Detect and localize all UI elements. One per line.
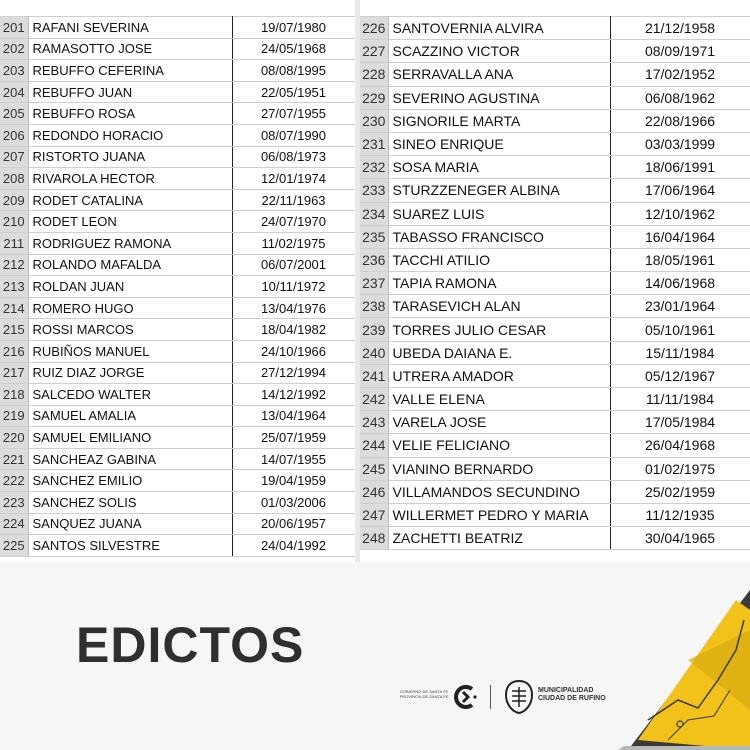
row-date: 23/01/1964 — [610, 295, 750, 318]
row-number: 244 — [360, 434, 388, 457]
row-date: 10/11/1972 — [232, 276, 355, 298]
row-name: SEVERINO AGUSTINA — [388, 86, 610, 109]
row-name: SCAZZINO VICTOR — [388, 40, 610, 63]
row-number: 221 — [0, 448, 28, 470]
row-number: 215 — [0, 319, 28, 341]
row-name: ZACHETTI BEATRIZ — [388, 527, 610, 550]
table-row — [0, 319, 355, 341]
row-name: VELIE FELICIANO — [388, 434, 610, 457]
row-date: 08/08/1995 — [232, 60, 355, 82]
row-date: 24/04/1992 — [232, 535, 355, 557]
row-number: 237 — [360, 272, 388, 295]
row-date: 22/08/1966 — [610, 109, 750, 132]
row-name: SERRAVALLA ANA — [388, 63, 610, 86]
row-number: 210 — [0, 211, 28, 233]
row-date: 17/02/1952 — [610, 63, 750, 86]
row-number: 223 — [0, 492, 28, 514]
row-number: 206 — [0, 124, 28, 146]
row-date: 08/07/1990 — [232, 124, 355, 146]
row-name: REBUFFO JUAN — [28, 81, 232, 103]
row-date: 15/11/1984 — [610, 341, 750, 364]
row-number: 214 — [0, 297, 28, 319]
row-name: SANCHEAZ GABINA — [28, 448, 232, 470]
row-name: VALLE ELENA — [388, 388, 610, 411]
row-name: RAMASOTTO JOSE — [28, 38, 232, 60]
row-number: 202 — [0, 38, 28, 60]
table-row — [0, 340, 355, 362]
row-number: 239 — [360, 318, 388, 341]
row-number: 218 — [0, 384, 28, 406]
row-date: 11/11/1984 — [610, 388, 750, 411]
row-number: 236 — [360, 248, 388, 271]
row-date: 27/07/1955 — [232, 103, 355, 125]
row-number: 208 — [0, 168, 28, 190]
row-number: 232 — [360, 156, 388, 179]
row-number: 226 — [360, 17, 388, 40]
table-row — [0, 535, 355, 557]
table-row — [360, 202, 750, 225]
left-edicts-table — [0, 16, 356, 557]
logos-bar — [398, 675, 628, 721]
table-row — [360, 17, 750, 40]
row-date: 18/05/1961 — [610, 248, 750, 271]
row-name: TORRES JULIO CESAR — [388, 318, 610, 341]
row-date: 05/10/1961 — [610, 318, 750, 341]
row-name: SANTOS SILVESTRE — [28, 535, 232, 557]
table-row — [0, 427, 355, 449]
table-row — [360, 434, 750, 457]
table-row — [0, 168, 355, 190]
row-date: 30/04/1965 — [610, 527, 750, 550]
row-date: 24/07/1970 — [232, 211, 355, 233]
row-name: SUAREZ LUIS — [388, 202, 610, 225]
row-date: 12/10/1962 — [610, 202, 750, 225]
row-name: ROMERO HUGO — [28, 297, 232, 319]
municipality-crest-icon — [504, 679, 534, 715]
table-row — [360, 295, 750, 318]
decorative-corner-graphic — [618, 590, 750, 750]
table-row — [0, 211, 355, 233]
row-number: 240 — [360, 341, 388, 364]
table-row — [360, 156, 750, 179]
row-date: 11/02/1975 — [232, 232, 355, 254]
row-name: REBUFFO CEFERINA — [28, 60, 232, 82]
table-row — [0, 103, 355, 125]
row-name: SANCHEZ EMILIO — [28, 470, 232, 492]
row-name: TARASEVICH ALAN — [388, 295, 610, 318]
table-row — [0, 492, 355, 514]
row-number: 245 — [360, 457, 388, 480]
table-row — [360, 503, 750, 526]
row-number: 242 — [360, 388, 388, 411]
row-date: 16/04/1964 — [610, 225, 750, 248]
table-row — [360, 248, 750, 271]
row-name: UTRERA AMADOR — [388, 364, 610, 387]
row-number: 248 — [360, 527, 388, 550]
logo-divider — [490, 685, 491, 709]
row-number: 207 — [0, 146, 28, 168]
row-number: 235 — [360, 225, 388, 248]
row-date: 20/06/1957 — [232, 513, 355, 535]
row-number: 220 — [0, 427, 28, 449]
table-row — [360, 480, 750, 503]
row-date: 19/04/1959 — [232, 470, 355, 492]
province-logo-icon — [452, 683, 478, 711]
row-name: SANCHEZ SOLIS — [28, 492, 232, 514]
row-date: 03/03/1999 — [610, 132, 750, 155]
table-row — [0, 81, 355, 103]
row-number: 247 — [360, 503, 388, 526]
row-name: SALCEDO WALTER — [28, 384, 232, 406]
municipality-line-1: MUNICIPALIDAD — [538, 687, 594, 694]
row-name: SOSA MARIA — [388, 156, 610, 179]
row-number: 238 — [360, 295, 388, 318]
row-date: 24/10/1966 — [232, 340, 355, 362]
row-number: 212 — [0, 254, 28, 276]
row-name: TAPIA RAMONA — [388, 272, 610, 295]
row-name: SAMUEL AMALIA — [28, 405, 232, 427]
table-row — [0, 124, 355, 146]
row-date: 17/05/1984 — [610, 411, 750, 434]
table-row — [360, 388, 750, 411]
row-number: 213 — [0, 276, 28, 298]
row-number: 227 — [360, 40, 388, 63]
row-name: ROLANDO MAFALDA — [28, 254, 232, 276]
municipality-line-2: CIUDAD DE RUFINO — [538, 695, 606, 702]
table-row — [0, 232, 355, 254]
table-row — [360, 109, 750, 132]
table-row — [0, 297, 355, 319]
table-row — [0, 17, 355, 39]
table-row — [360, 63, 750, 86]
row-name: VILLAMANDOS SECUNDINO — [388, 480, 610, 503]
row-number: 204 — [0, 81, 28, 103]
row-name: STURZZENEGER ALBINA — [388, 179, 610, 202]
row-date: 22/05/1951 — [232, 81, 355, 103]
row-number: 230 — [360, 109, 388, 132]
table-row — [360, 341, 750, 364]
row-number: 234 — [360, 202, 388, 225]
row-name: SANQUEZ JUANA — [28, 513, 232, 535]
row-number: 241 — [360, 364, 388, 387]
row-number: 203 — [0, 60, 28, 82]
table-row — [0, 60, 355, 82]
row-name: ROSSI MARCOS — [28, 319, 232, 341]
table-row — [360, 318, 750, 341]
row-date: 06/08/1973 — [232, 146, 355, 168]
row-date: 24/05/1968 — [232, 38, 355, 60]
table-row — [360, 527, 750, 550]
table-row — [360, 225, 750, 248]
table-row — [360, 411, 750, 434]
row-date: 13/04/1964 — [232, 405, 355, 427]
row-number: 224 — [0, 513, 28, 535]
province-logo-text: GOBIERNO DE SANTA FE PROVINCIA DE SANTA FE — [399, 689, 449, 699]
row-date: 25/07/1959 — [232, 427, 355, 449]
row-date: 14/07/1955 — [232, 448, 355, 470]
row-date: 01/03/2006 — [232, 492, 355, 514]
row-name: RODET LEON — [28, 211, 232, 233]
row-number: 225 — [0, 535, 28, 557]
row-number: 231 — [360, 132, 388, 155]
table-row — [0, 362, 355, 384]
table-row — [0, 405, 355, 427]
row-date: 13/04/1976 — [232, 297, 355, 319]
table-row — [360, 457, 750, 480]
row-date: 25/02/1959 — [610, 480, 750, 503]
row-date: 27/12/1994 — [232, 362, 355, 384]
row-number: 246 — [360, 480, 388, 503]
row-date: 08/09/1971 — [610, 40, 750, 63]
row-name: UBEDA DAIANA E. — [388, 341, 610, 364]
table-row — [360, 86, 750, 109]
row-name: SIGNORILE MARTA — [388, 109, 610, 132]
table-row — [360, 364, 750, 387]
row-name: SANTOVERNIA ALVIRA — [388, 17, 610, 40]
right-edicts-table — [360, 16, 750, 550]
table-row — [0, 189, 355, 211]
table-row — [0, 384, 355, 406]
row-number: 243 — [360, 411, 388, 434]
row-name: TACCHI ATILIO — [388, 248, 610, 271]
row-name: REDONDO HORACIO — [28, 124, 232, 146]
row-date: 11/12/1935 — [610, 503, 750, 526]
row-name: VARELA JOSE — [388, 411, 610, 434]
row-number: 201 — [0, 17, 28, 39]
row-name: RISTORTO JUANA — [28, 146, 232, 168]
row-number: 217 — [0, 362, 28, 384]
row-date: 26/04/1968 — [610, 434, 750, 457]
row-name: RODRIGUEZ RAMONA — [28, 232, 232, 254]
municipality-name — [538, 687, 606, 703]
row-date: 06/08/1962 — [610, 86, 750, 109]
row-name: ROLDAN JUAN — [28, 276, 232, 298]
row-name: VIANINO BERNARDO — [388, 457, 610, 480]
row-date: 18/06/1991 — [610, 156, 750, 179]
row-date: 14/06/1968 — [610, 272, 750, 295]
row-name: REBUFFO ROSA — [28, 103, 232, 125]
row-name: SINEO ENRIQUE — [388, 132, 610, 155]
row-number: 219 — [0, 405, 28, 427]
row-number: 216 — [0, 340, 28, 362]
row-number: 228 — [360, 63, 388, 86]
table-row — [0, 276, 355, 298]
table-row — [360, 179, 750, 202]
table-row — [360, 272, 750, 295]
row-name: RODET CATALINA — [28, 189, 232, 211]
table-row — [0, 146, 355, 168]
table-row — [0, 448, 355, 470]
row-date: 06/07/2001 — [232, 254, 355, 276]
table-row — [0, 38, 355, 60]
table-row — [0, 254, 355, 276]
row-date: 14/12/1992 — [232, 384, 355, 406]
row-name: RAFANI SEVERINA — [28, 17, 232, 39]
row-name: SAMUEL EMILIANO — [28, 427, 232, 449]
row-number: 229 — [360, 86, 388, 109]
row-number: 222 — [0, 470, 28, 492]
row-number: 205 — [0, 103, 28, 125]
page-title: EDICTOS — [76, 617, 305, 673]
row-number: 233 — [360, 179, 388, 202]
table-row — [0, 513, 355, 535]
row-number: 211 — [0, 232, 28, 254]
row-date: 01/02/1975 — [610, 457, 750, 480]
row-name: RIVAROLA HECTOR — [28, 168, 232, 190]
table-row — [0, 470, 355, 492]
row-name: TABASSO FRANCISCO — [388, 225, 610, 248]
row-number: 209 — [0, 189, 28, 211]
row-name: WILLERMET PEDRO Y MARIA — [388, 503, 610, 526]
row-name: RUBIÑOS MANUEL — [28, 340, 232, 362]
row-date: 19/07/1980 — [232, 17, 355, 39]
table-row — [360, 132, 750, 155]
row-date: 21/12/1958 — [610, 17, 750, 40]
row-date: 05/12/1967 — [610, 364, 750, 387]
row-date: 18/04/1982 — [232, 319, 355, 341]
row-name: RUIZ DIAZ JORGE — [28, 362, 232, 384]
row-date: 17/06/1964 — [610, 179, 750, 202]
table-row — [360, 40, 750, 63]
row-date: 12/01/1974 — [232, 168, 355, 190]
row-date: 22/11/1963 — [232, 189, 355, 211]
